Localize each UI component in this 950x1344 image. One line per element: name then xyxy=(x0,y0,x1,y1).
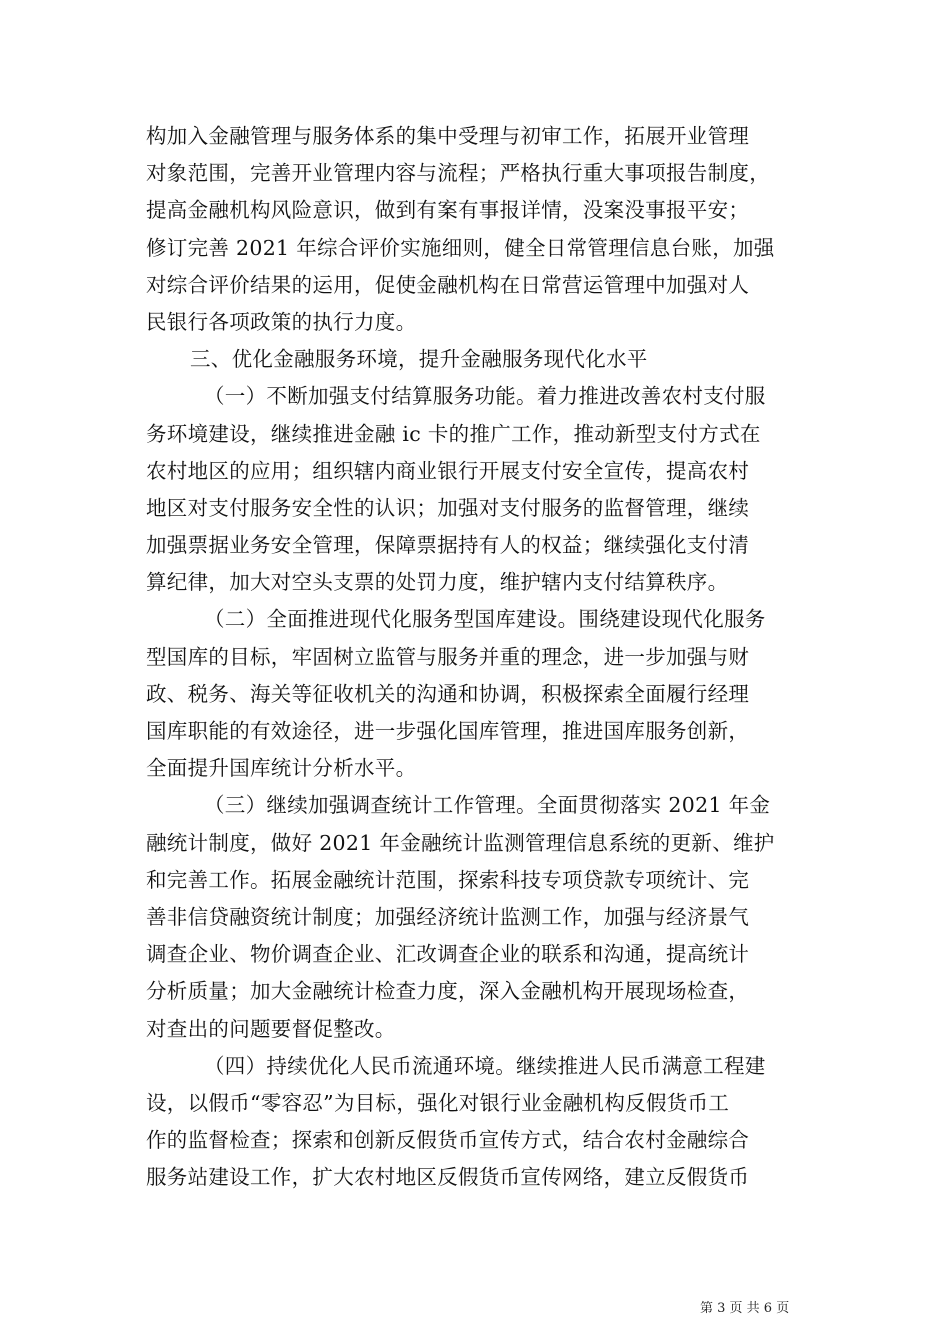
text-line: 设，以假币“零容忍”为目标，强化对银行业金融机构反假货币工 xyxy=(146,1090,730,1115)
text-line: 作的监督检查；探索和创新反假货币宣传方式，结合农村金融综合 xyxy=(146,1128,750,1153)
paragraph-currency xyxy=(146,1048,816,1197)
text-line: 务环境建设，继续推进金融 ic 卡的推广工作，推动新型支付方式在 xyxy=(146,421,761,446)
text-line: 融统计制度，做好 2021 年金融统计监测管理信息系统的更新、维护 xyxy=(146,830,775,855)
text-line: 服务站建设工作，扩大农村地区反假货币宣传网络，建立反假货币 xyxy=(146,1165,750,1190)
document-body xyxy=(146,118,816,1196)
text-line: （三）继续加强调查统计工作管理。全面贯彻落实 2021 年金 xyxy=(204,793,771,818)
section-heading-text: 三、优化金融服务环境，提升金融服务现代化水平 xyxy=(190,347,648,372)
text-line: 政、税务、海关等征收机关的沟通和协调，积极探索全面履行经理 xyxy=(146,681,750,706)
paragraph-statistics xyxy=(146,787,816,1047)
text-line: 加强票据业务安全管理，保障票据持有人的权益；继续强化支付清 xyxy=(146,533,750,558)
text-line: （一）不断加强支付结算服务功能。着力推进改善农村支付服 xyxy=(204,384,766,409)
text-line: 善非信贷融资统计制度；加强经济统计监测工作，加强与经济景气 xyxy=(146,904,750,929)
text-line: 分析质量；加大金融统计检查力度，深入金融机构开展现场检查， xyxy=(146,979,750,1004)
paragraph-continued xyxy=(146,118,816,341)
text-line: 对象范围，完善开业管理内容与流程；严格执行重大事项报告制度， xyxy=(146,161,770,186)
text-line: 农村地区的应用；组织辖内商业银行开展支付安全宣传，提高农村 xyxy=(146,458,750,483)
text-line: 对综合评价结果的运用，促使金融机构在日常营运管理中加强对人 xyxy=(146,272,750,297)
text-line: 地区对支付服务安全性的认识；加强对支付服务的监督管理，继续 xyxy=(146,495,750,520)
text-line: 算纪律，加大对空头支票的处罚力度，维护辖内支付结算秩序。 xyxy=(146,570,729,595)
text-line: 调查企业、物价调查企业、汇改调查企业的联系和沟通，提高统计 xyxy=(146,942,750,967)
text-line: 民银行各项政策的执行力度。 xyxy=(146,309,417,334)
text-line: 修订完善 2021 年综合评价实施细则，健全日常管理信息台账，加强 xyxy=(146,235,775,260)
text-line: 全面提升国库统计分析水平。 xyxy=(146,756,417,781)
text-line: 和完善工作。拓展金融统计范围，探索科技专项贷款专项统计、完 xyxy=(146,867,750,892)
text-line: （二）全面推进现代化服务型国库建设。围绕建设现代化服务 xyxy=(204,607,766,632)
section-heading xyxy=(146,341,816,378)
paragraph-payment xyxy=(146,378,816,601)
text-line: 国库职能的有效途径，进一步强化国库管理，推进国库服务创新， xyxy=(146,719,750,743)
text-line: 提高金融机构风险意识，做到有案有事报详情，没案没事报平安； xyxy=(146,198,750,223)
text-line: （四）持续优化人民币流通环境。继续推进人民币满意工程建 xyxy=(204,1053,766,1078)
text-line: 对查出的问题要督促整改。 xyxy=(146,1016,396,1041)
paragraph-treasury xyxy=(146,601,816,787)
text-line: 构加入金融管理与服务体系的集中受理与初审工作，拓展开业管理 xyxy=(146,124,750,148)
text-line: 型国库的目标，牢固树立监管与服务并重的理念，进一步加强与财 xyxy=(146,644,750,669)
page-number-footer: 第 3 页 共 6 页 xyxy=(700,1301,790,1316)
